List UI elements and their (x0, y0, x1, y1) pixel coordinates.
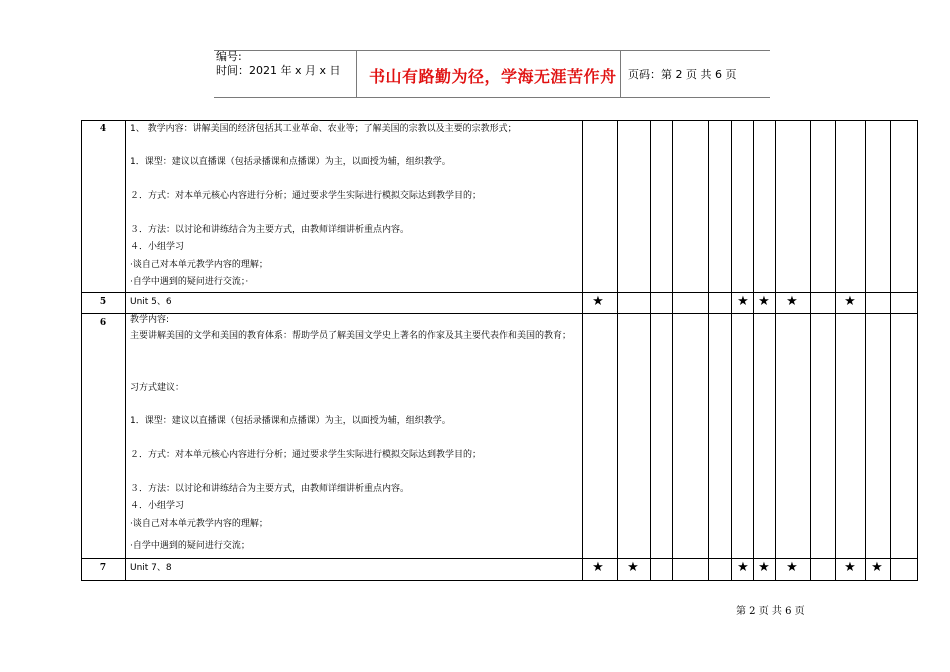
header-motto: 书山有路勤为径，学海无涯苦作舟 (369, 67, 617, 86)
table-rule-left (81, 120, 82, 581)
table-rule-col-g (775, 120, 776, 581)
row-6-line-4: 1．课型：建议以直播课（包括录播课和点播课）为主，以面授为辅，组织教学。 (130, 416, 451, 426)
row-6-line-9: ·自学中遇到的疑问进行交流； (130, 541, 250, 551)
row-4-number: 4 (99, 124, 107, 134)
header-top-rule (214, 50, 770, 51)
row-7-star-col-10: ★ (844, 560, 856, 575)
page-footer: 第 2 页 共 6 页 (736, 606, 805, 617)
row-7-star-col-8: ★ (786, 560, 798, 575)
row-7-unit: Unit 7、8 (130, 563, 172, 573)
table-rule-col-i (835, 120, 836, 581)
table-rule-col-k (890, 120, 891, 581)
row-6-line-8: ·谈自己对本单元教学内容的理解； (130, 519, 268, 529)
header-bottom-rule (214, 97, 770, 98)
table-rule-col-a (617, 120, 618, 581)
table-rule-col-b (650, 120, 651, 581)
header-page-label: 页码：第 2 页 共 6 页 (628, 68, 737, 81)
row-5-unit: Unit 5、6 (130, 297, 172, 307)
table-rule-col-h (810, 120, 811, 581)
row-7-star-col-11: ★ (871, 560, 883, 575)
table-rule-row5-bottom (81, 313, 918, 314)
table-rule-content-col (582, 120, 583, 581)
table-rule-col-f (753, 120, 754, 581)
row-5-star-col-10: ★ (844, 294, 856, 309)
table-rule-bottom (81, 580, 918, 581)
table-rule-top (81, 120, 918, 121)
row-6-line-1: 教学内容: (130, 315, 170, 325)
row-7-star-col-2: ★ (627, 560, 639, 575)
row-6-line-5: ２．方式：对本单元核心内容进行分析；通过要求学生实际进行模拟交际达到教学目的； (130, 450, 482, 460)
table-rule-col-d (708, 120, 709, 581)
row-6-line-3: 习方式建议： (130, 383, 185, 393)
row-4-line-1: 1、 教学内容：讲解美国的经济包括其工业革命、农业等；了解美国的宗教以及主要的宗教形式； (130, 124, 517, 134)
row-7-star-col-6: ★ (737, 560, 749, 575)
row-6-line-2: 主要讲解美国的文学和美国的教育体系：帮助学员了解美国文学史上著名的作家及其主要代表作和美国的教育； (130, 331, 572, 341)
table-rule-col-e (731, 120, 732, 581)
table-rule-right (917, 120, 918, 581)
table-rule-number-col (125, 120, 126, 581)
row-6-number: 6 (99, 318, 107, 328)
table-rule-row4-bottom (81, 292, 918, 293)
row-7-number: 7 (99, 563, 107, 573)
row-4-line-7: ·自学中遇到的疑问进行交流；· (130, 277, 249, 287)
row-6-line-6: ３．方法：以讨论和讲练结合为主要方式，由教师详细讲析重点内容。 (130, 484, 410, 494)
row-4-line-2: 1．课型：建议以直播课（包括录播课和点播课）为主，以面授为辅，组织教学。 (130, 157, 451, 167)
document-number-label: 编号: (216, 50, 242, 63)
row-5-star-col-7: ★ (758, 294, 770, 309)
row-5-number: 5 (99, 297, 107, 307)
table-rule-col-j (865, 120, 866, 581)
row-4-line-6: ·谈自己对本单元教学内容的理解； (130, 260, 268, 270)
row-7-star-col-7: ★ (758, 560, 770, 575)
table-rule-col-c (672, 120, 673, 581)
document-time-label: 时间：2021 年 x 月 x 日 (216, 64, 341, 77)
row-5-star-col-8: ★ (786, 294, 798, 309)
row-7-star-col-1: ★ (592, 560, 604, 575)
row-4-line-5: ４．小组学习 (130, 242, 185, 252)
row-4-line-4: ３．方法：以讨论和讲练结合为主要方式，由教师详细讲析重点内容。 (130, 225, 410, 235)
header-divider-right (620, 50, 621, 97)
row-5-star-col-1: ★ (592, 294, 604, 309)
header-divider-left (356, 50, 357, 97)
table-rule-row6-bottom (81, 558, 918, 559)
row-5-star-col-6: ★ (737, 294, 749, 309)
row-4-line-3: ２．方式：对本单元核心内容进行分析；通过要求学生实际进行模拟交际达到教学目的； (130, 191, 482, 201)
row-6-line-7: ４．小组学习 (130, 501, 185, 511)
